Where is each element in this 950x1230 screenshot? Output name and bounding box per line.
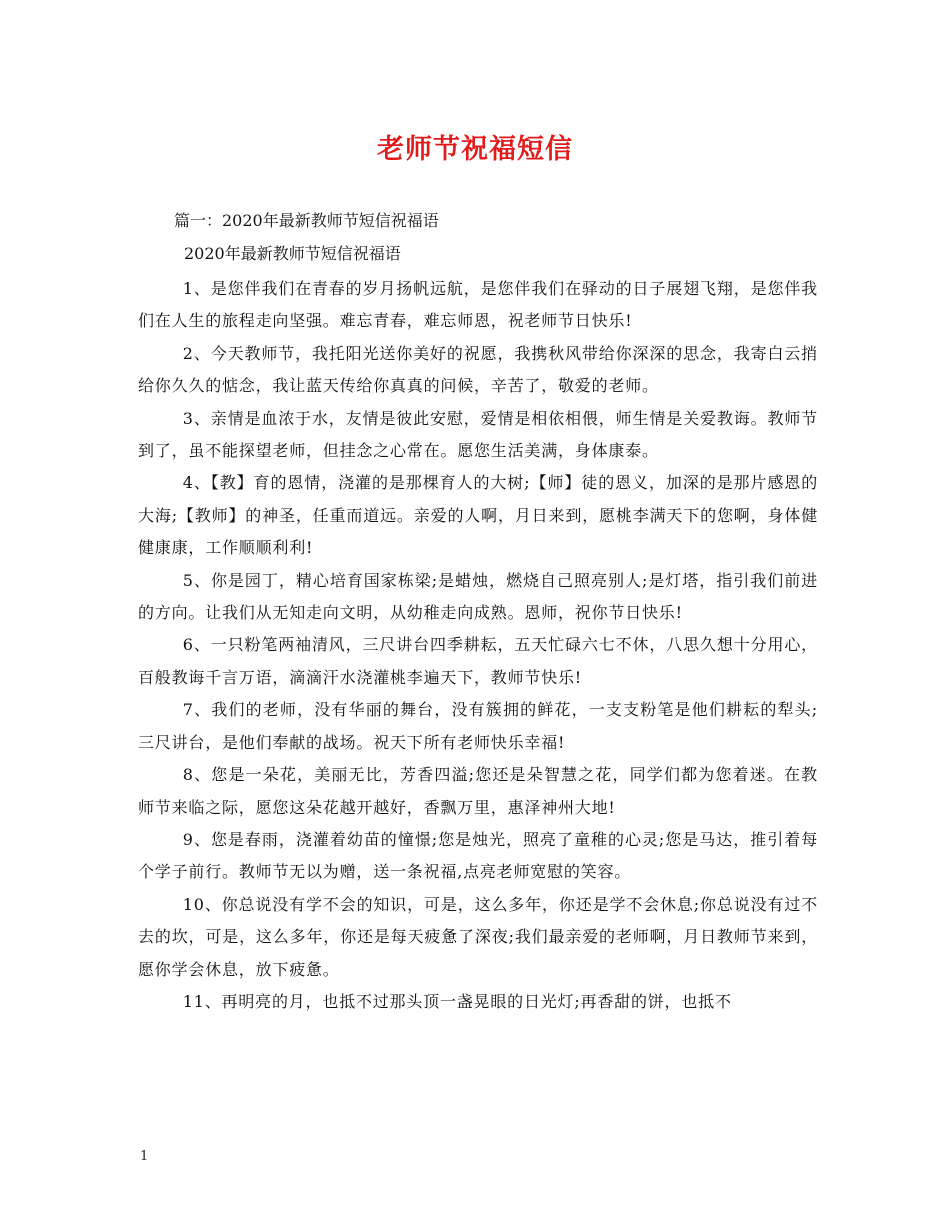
paragraph-11: 11、再明亮的月，也抵不过那头顶一盏晃眼的日光灯;再香甜的饼，也抵不 — [182, 991, 732, 1011]
paragraph-6: 6、一只粉笔两袖清风，三尺讲台四季耕耘，五天忙碌六七不休，八思久想十分用心，百般教诲千言万语，滴滴汗水浇灌桃李遍天下，教师节快乐! — [138, 635, 818, 687]
section-heading: 篇一：2020年最新教师节短信祝福语 — [174, 211, 439, 230]
paragraph-1: 1、是您伴我们在青春的岁月扬帆远航，是您伴我们在驿动的日子展翅飞翔，是您伴我们在人生的旅程走向坚强。难忘青春，难忘师恩，祝老师节日快乐! — [138, 279, 818, 331]
page-number: 1 — [140, 1149, 149, 1164]
paragraph-4: 4、【教】育的恩情，浇灌的是那棵育人的大树;【师】徒的恩义，加深的是那片感恩的大海;【教师】的神圣，任重而道远。亲爱的人啊，月日来到，愿桃李满天下的您啊，身体健健康康，工作顺顺利利! — [138, 473, 818, 558]
paragraph-7: 7、我们的老师，没有华丽的舞台，没有簇拥的鲜花，一支支粉笔是他们耕耘的犁头;三尺讲台，是他们奉献的战场。祝天下所有老师快乐幸福! — [138, 700, 818, 752]
section-subheading: 2020年最新教师节短信祝福语 — [184, 244, 401, 263]
paragraph-2: 2、今天教师节，我托阳光送你美好的祝愿，我携秋风带给你深深的思念，我寄白云捎给你久久的惦念，我让蓝天传给你真真的问候，辛苦了，敬爱的老师。 — [138, 343, 818, 396]
document-title: 老师节祝福短信 — [377, 134, 573, 165]
document-body — [138, 273, 818, 1018]
paragraph-5: 5、你是园丁，精心培育国家栋梁;是蜡烛，燃烧自己照亮别人;是灯塔，指引我们前进的方向。让我们从无知走向文明，从幼稚走向成熟。恩师，祝你节日快乐! — [138, 570, 818, 623]
paragraph-9: 9、您是春雨，浇灌着幼苗的憧憬;您是烛光，照亮了童稚的心灵;您是马达，推引着每个学子前行。教师节无以为赠，送一条祝福,点亮老师宽慰的笑容。 — [138, 829, 818, 882]
paragraph-8: 8、您是一朵花，美丽无比，芳香四溢;您还是朵智慧之花，同学们都为您着迷。在教师节来临之际，愿您这朵花越开越好，香飘万里，惠泽神州大地! — [138, 765, 818, 817]
paragraph-3: 3、亲情是血浓于水，友情是彼此安慰，爱情是相依相偎，师生情是关爱教诲。教师节到了，虽不能探望老师，但挂念之心常在。愿您生活美满，身体康泰。 — [138, 408, 818, 461]
paragraph-10: 10、你总说没有学不会的知识，可是，这么多年，你还是学不会休息;你总说没有过不去的坎，可是，这么多年，你还是每天疲惫了深夜;我们最亲爱的老师啊，月日教师节来到，愿你学会休息，放下疲惫。 — [138, 894, 818, 979]
